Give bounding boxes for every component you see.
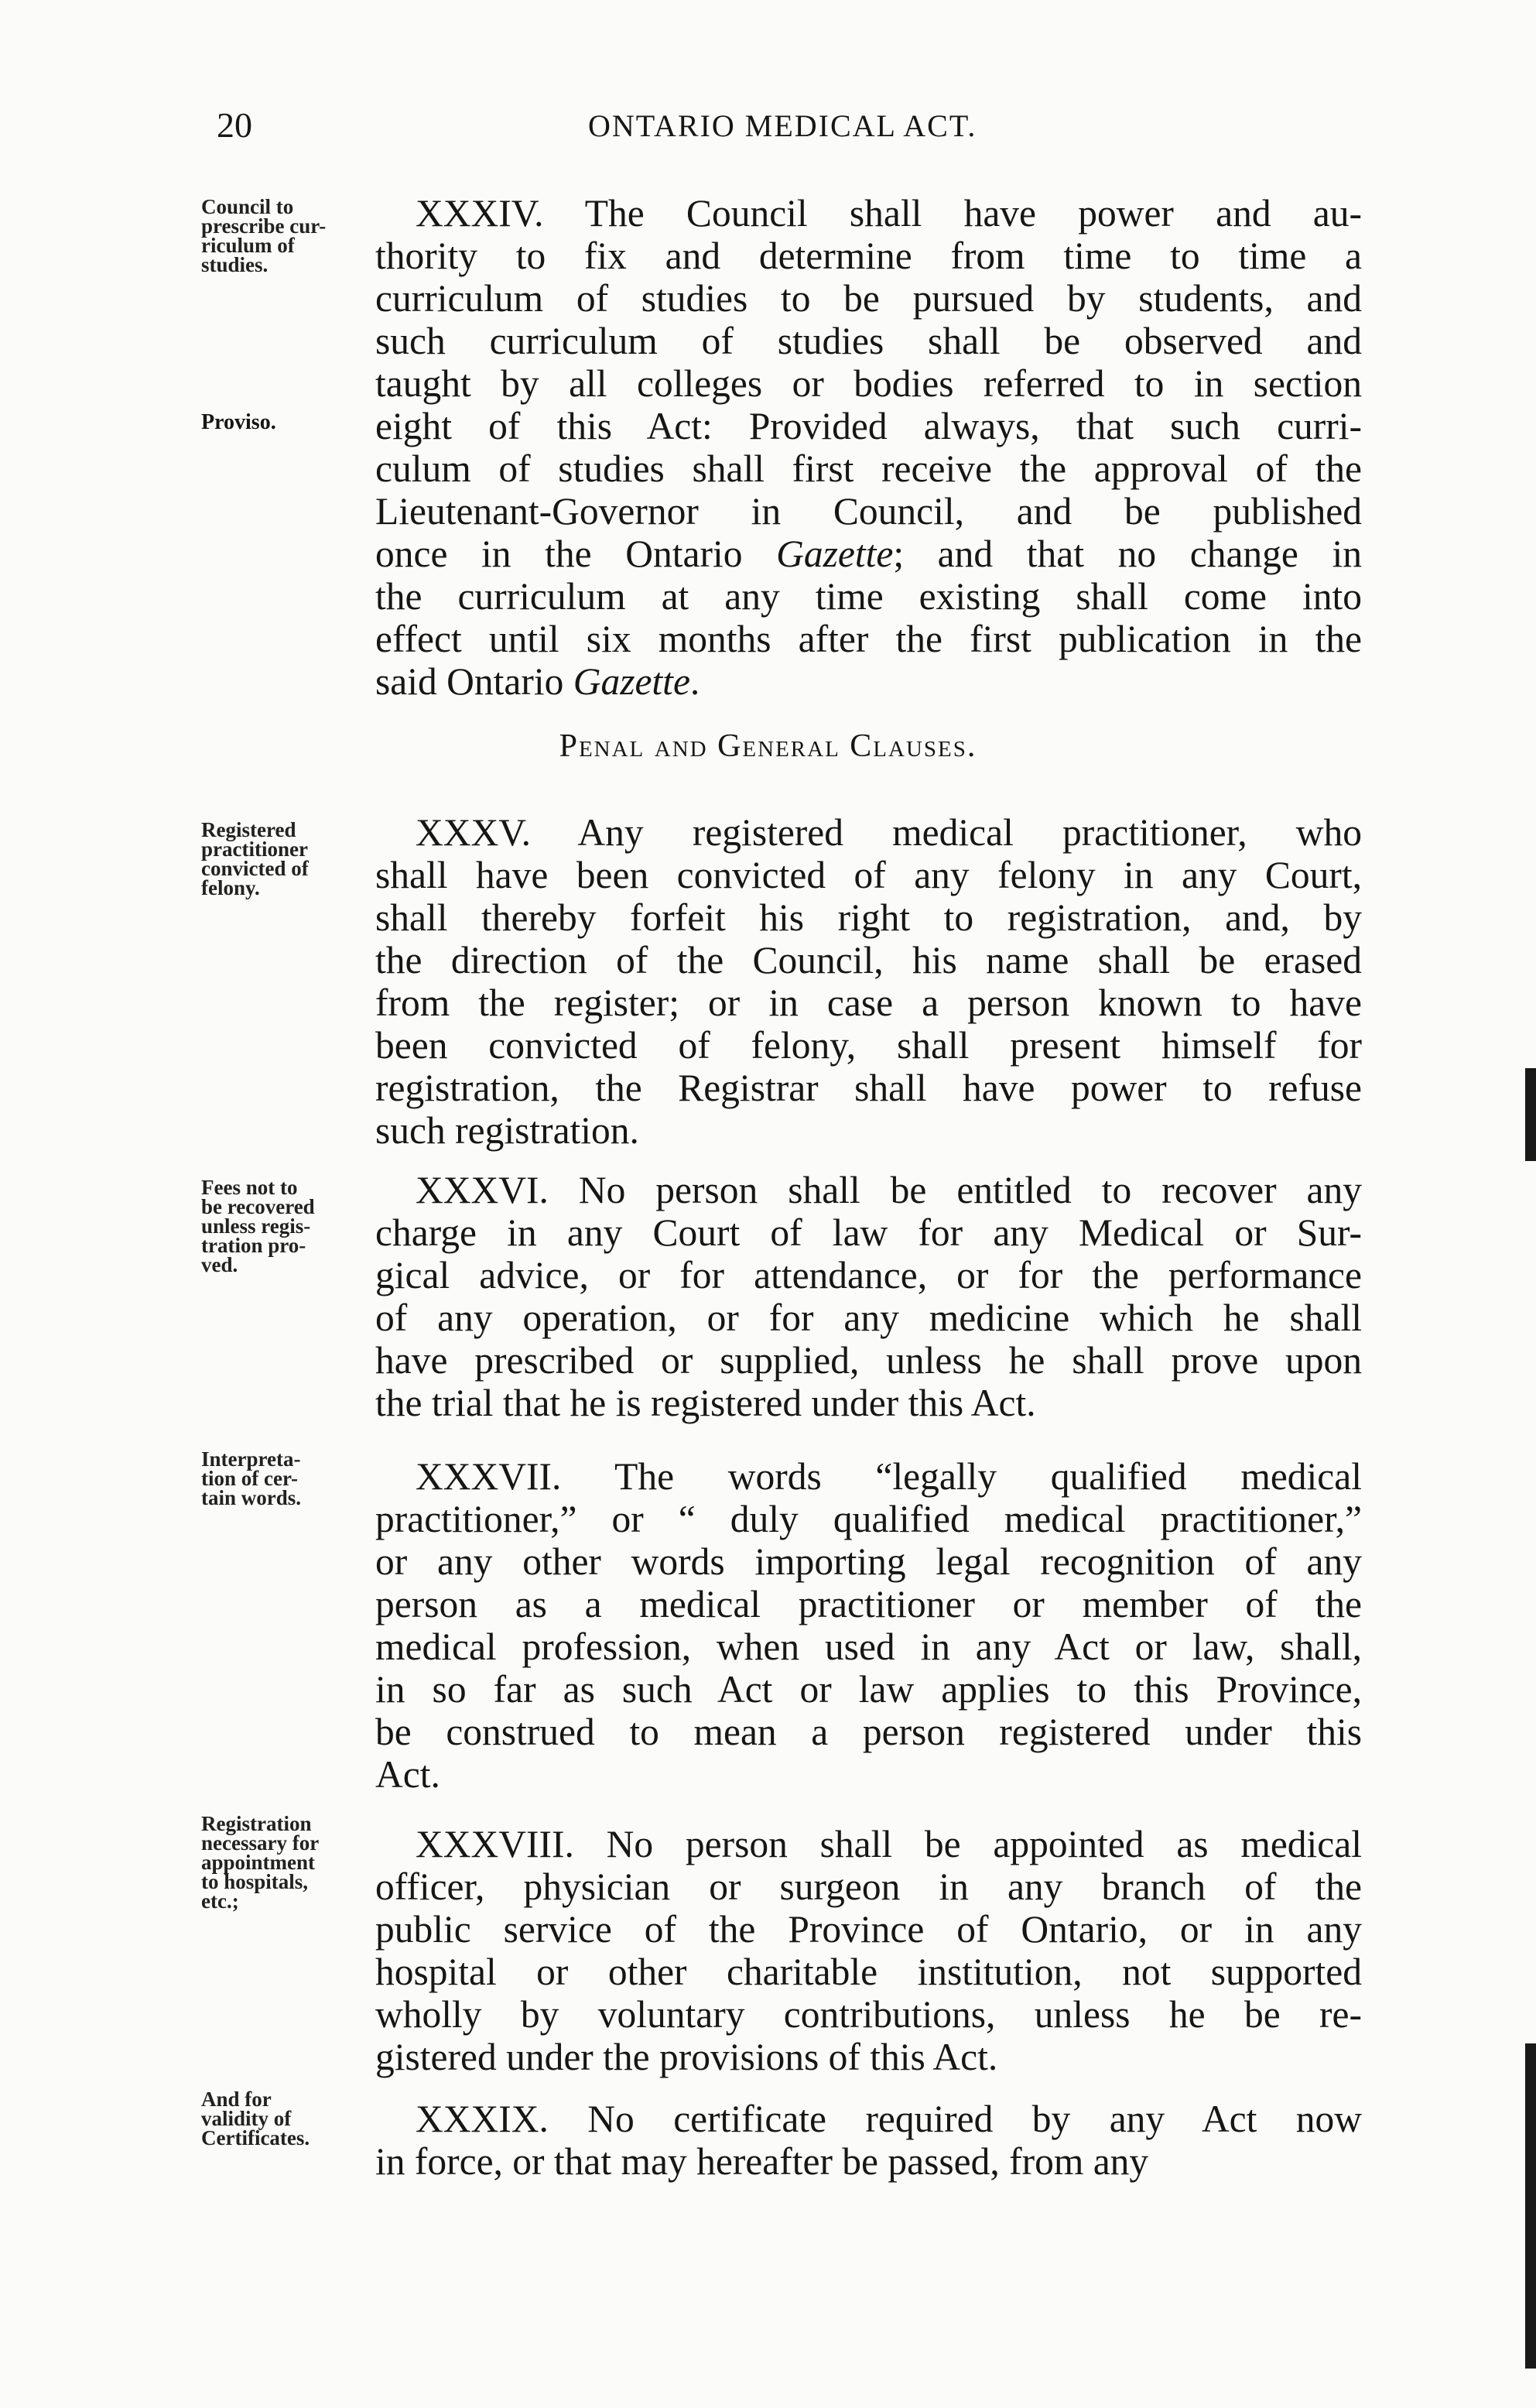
text-run: person as a medical practitioner or member of the [375,1583,1362,1625]
text-line [375,320,1362,362]
text-line [375,277,1362,320]
margin-note-line: Fees not to [201,1176,298,1199]
text-run: once in the Ontario [375,533,777,575]
section-first-line [375,192,1362,235]
section-first-line [375,1823,1362,1865]
text-run: such curriculum of studies shall be observed and [375,320,1362,362]
section-body [375,1169,1362,1424]
proviso-note: Proviso. [201,410,276,434]
text-line [375,1296,1362,1339]
text-run: the trial that he is registered under this Act. [375,1382,1036,1424]
margin-note [201,1447,371,1509]
text-run: gistered under the provisions of this Act. [375,2036,998,2078]
text-run: ; and that no change in [893,533,1362,575]
text-line [375,1908,1362,1951]
margin-note [201,197,371,275]
text-line [375,1753,1362,1796]
text-run: effect until six months after the first publication in the [375,618,1362,660]
text-line [375,1067,1362,1109]
text-line [375,1024,1362,1067]
text-run: shall have been convicted of any felony in any Court, [375,854,1362,896]
section-body [375,1455,1362,1796]
running-head [217,104,1377,159]
text-line [375,854,1362,896]
text-run: been convicted of felony, shall present himself for [375,1024,1362,1067]
text-line [375,447,1362,490]
text-line [375,490,1362,533]
margin-note-line: to hospitals, [201,1870,309,1893]
text-run: wholly by voluntary contributions, unless he be re- [375,1993,1362,2036]
text-run: in force, or that may hereafter be passed, from any [375,2140,1149,2183]
margin-note [201,1814,371,1911]
text-run: public service of the Province of Ontario, or in any [375,1908,1362,1951]
text-run: No person shall be appointed as medical [573,1823,1362,1865]
section-number: XXXVIII. [416,1823,574,1865]
margin-note-line: unless regis- [201,1214,311,1238]
text-run: taught by all colleges or bodies referred to in section [375,362,1362,405]
text-line [375,896,1362,939]
margin-note-line: be recovered [201,1195,315,1218]
text-run: eight of this Act: Provided always, that such curri- [375,405,1362,447]
text-run: culum of studies shall first receive the approval of the [375,447,1362,490]
text-run: have prescribed or supplied, unless he shall prove upon [375,1339,1362,1382]
text-run: charge in any Court of law for any Medical or Sur- [375,1211,1362,1254]
margin-note-line: tion of cer- [201,1467,298,1490]
margin-note-line: tration pro- [201,1234,306,1257]
text-run: Act. [375,1753,440,1796]
text-line [375,1339,1362,1382]
text-run: officer, physician or surgeon in any branch of the [375,1865,1362,1908]
margin-note-line: Registration [201,1812,312,1835]
margin-note-line: felony. [201,876,260,899]
text-run: Any registered medical practitioner, who [530,811,1362,854]
text-run: in so far as such Act or law applies to this Province, [375,1668,1362,1711]
margin-note-line: Interpreta- [201,1447,301,1471]
text-run: said Ontario [375,660,573,703]
margin-note-line: riculum of [201,234,295,257]
text-line [375,2036,1362,2078]
gazette-italic: Gazette [776,533,894,575]
margin-note-line: prescribe cur- [201,214,327,238]
margin-note [201,1178,371,1275]
section-first-line [375,1169,1362,1211]
text-run: be construed to mean a person registered under this [375,1711,1362,1753]
text-run: or any other words importing legal recognition of any [375,1540,1362,1583]
margin-note-line: necessary for [201,1831,320,1855]
text-line [375,660,1362,703]
text-line [375,362,1362,405]
text-line [375,1254,1362,1296]
text-run: No person shall be entitled to recover any [548,1169,1362,1211]
section-number: XXXIV. [416,192,544,235]
text-run: The words “legally qualified medical [561,1455,1362,1498]
text-run: Lieutenant-Governor in Council, and be published [375,490,1362,533]
section-body [375,2098,1362,2183]
margin-note-line: Registered [201,818,296,841]
margin-note-line: tain words. [201,1486,302,1509]
text-line [375,1540,1362,1583]
text-run: from the register; or in case a person known to have [375,981,1362,1024]
margin-note-line: Certificates. [201,2126,310,2149]
text-run: of any operation, or for any medicine which he shall [375,1296,1362,1339]
margin-note-line: Council to [201,195,294,218]
page-number: 20 [217,105,252,145]
text-run: hospital or other charitable institution, not supported [375,1951,1362,1993]
text-line [375,1625,1362,1668]
margin-note-line: ved. [201,1253,238,1276]
text-run: the direction of the Council, his name shall be erased [375,939,1362,981]
section-first-line [375,811,1362,854]
text-line [375,1865,1362,1908]
text-line [375,2140,1362,2183]
margin-note [201,2090,371,2148]
text-line [375,1498,1362,1540]
section-body [375,811,1362,1152]
text-line [375,1711,1362,1753]
margin-note-line: studies. [201,253,269,276]
text-run: . [689,660,700,703]
text-run: medical profession, when used in any Act or law, shall, [375,1625,1362,1668]
text-line [375,618,1362,660]
section-body [375,192,1362,703]
text-line [375,1211,1362,1254]
text-run: curriculum of studies to be pursued by students, and [375,277,1362,320]
section-heading: Penal and General Clauses. [559,728,977,764]
section-number: XXXV. [416,811,531,854]
text-line [375,575,1362,618]
margin-note-line: convicted of [201,857,309,880]
running-title: ONTARIO MEDICAL ACT. [588,108,977,143]
text-run: No certificate required by any Act now [548,2098,1362,2140]
text-run: registration, the Registrar shall have power to refuse [375,1067,1362,1109]
text-run: shall thereby forfeit his right to registration, and, by [375,896,1362,939]
margin-note-line: validity of [201,2107,292,2130]
section-body [375,1823,1362,2078]
text-run: such registration. [375,1109,639,1152]
text-line [375,1109,1362,1152]
margin-note-line: etc.; [201,1889,239,1913]
section-number: XXXIX. [416,2098,549,2140]
margin-note-line: practitioner [201,837,308,861]
scan-edge-mark [1525,1068,1536,1161]
text-run: the curriculum at any time existing shall come into [375,575,1362,618]
text-line [375,1993,1362,2036]
text-line [375,981,1362,1024]
margin-note [201,820,371,898]
text-line [375,939,1362,981]
gazette-italic: Gazette [573,660,690,703]
text-run: gical advice, or for attendance, or for the performance [375,1254,1362,1296]
text-run: practitioner,” or “ duly qualified medical practitioner,” [375,1498,1362,1540]
section-first-line [375,1455,1362,1498]
text-line [375,1583,1362,1625]
text-run: The Council shall have power and au- [543,192,1362,235]
text-line [375,533,1362,575]
section-number: XXXVII. [416,1455,562,1498]
text-line [375,235,1362,277]
text-run: thority to fix and determine from time to time a [375,235,1362,277]
text-line [375,1951,1362,1993]
text-line [375,1382,1362,1424]
margin-note-line: And for [201,2088,272,2111]
text-line [375,1668,1362,1711]
scan-edge-mark [1525,2043,1536,2369]
section-first-line [375,2098,1362,2140]
section-number: XXXVI. [416,1169,549,1211]
margin-note-line: appointment [201,1851,316,1874]
text-line [375,405,1362,447]
